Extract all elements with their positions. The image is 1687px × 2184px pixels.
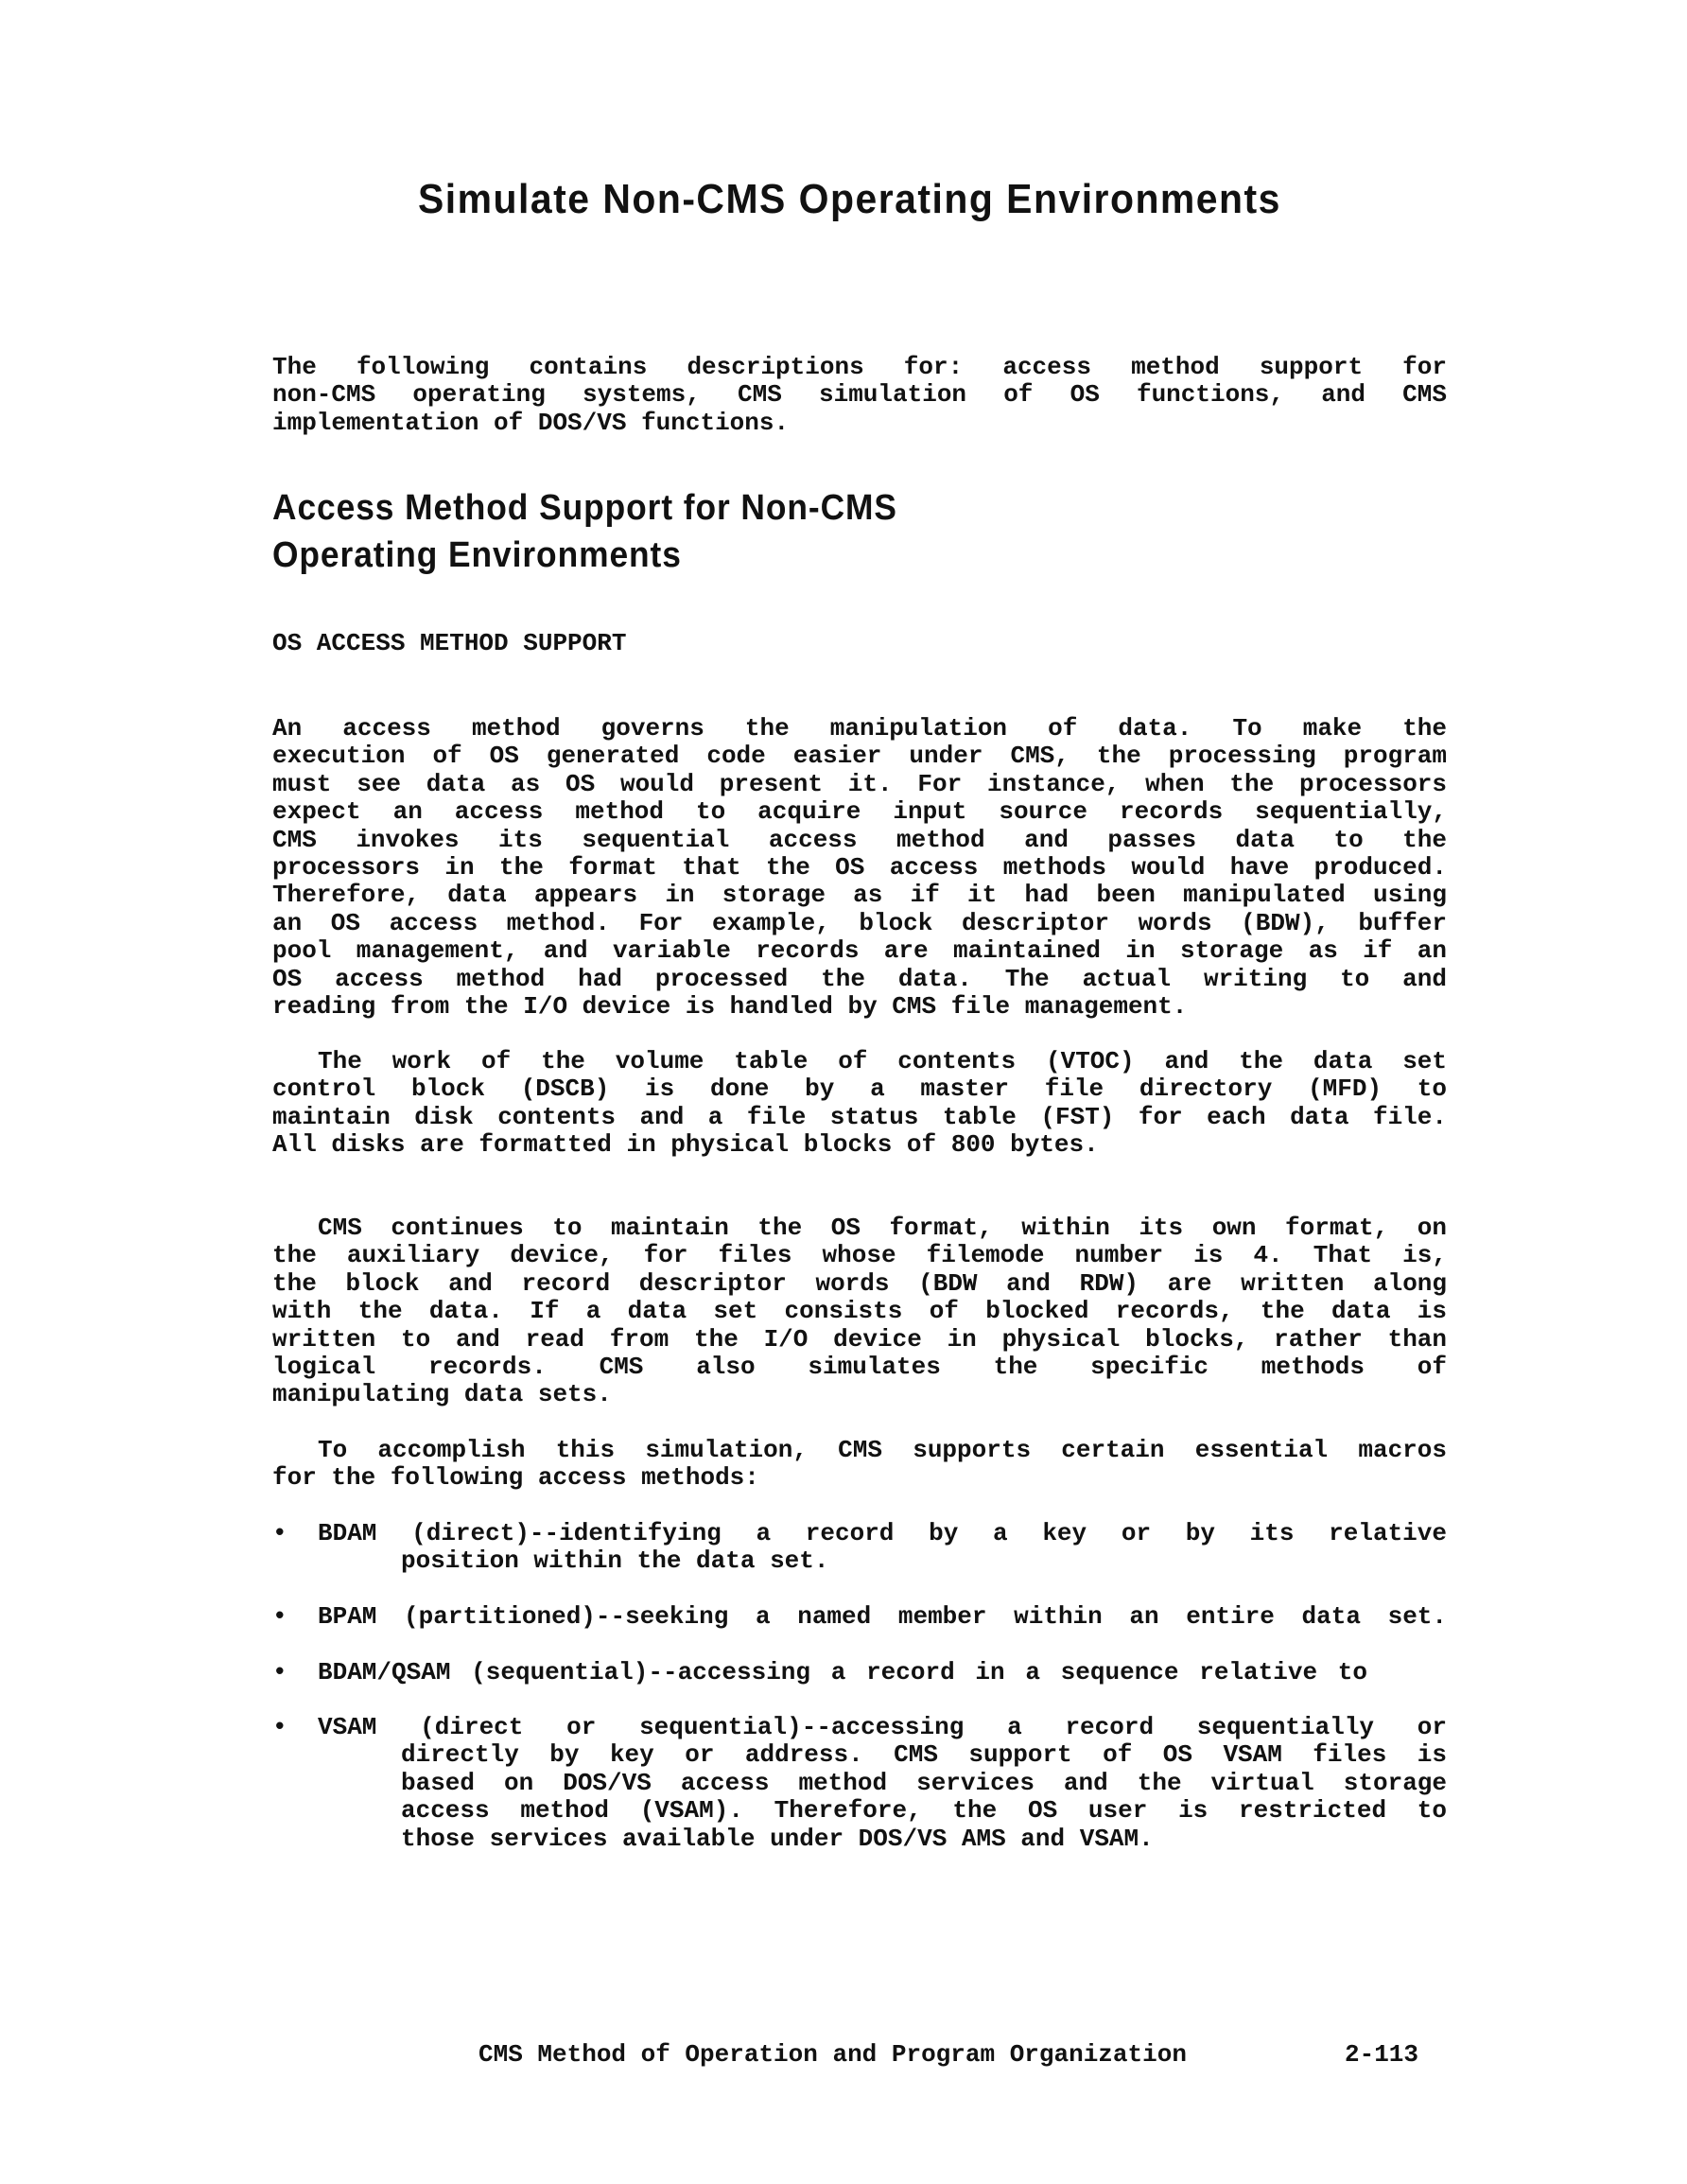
paragraph-line: with the data. If a data set consists of blocked records, the data is <box>272 1297 1447 1326</box>
paragraph-line: written to and read from the I/O device in physical blocks, rather than <box>272 1324 1447 1354</box>
paragraph-line: manipulating data sets. <box>272 1380 612 1409</box>
paragraph-line: The work of the volume table of contents (VTOC) and the data set <box>318 1047 1447 1075</box>
paragraph-line: To accomplish this simulation, CMS supports certain essential macros <box>318 1436 1447 1464</box>
paragraph-line: All disks are formatted in physical blocks of 800 bytes. <box>272 1130 1099 1160</box>
bullet-icon: • <box>272 1658 287 1686</box>
paragraph-line: logical records. CMS also simulates the specific methods of <box>272 1352 1447 1381</box>
paragraph-line: CMS invokes its sequential access method and passes data to the <box>272 825 1447 854</box>
bullet-line: VSAM (direct or sequential)--accessing a record sequentially or <box>318 1713 1447 1741</box>
intro-line: non-CMS operating systems, CMS simulation of OS functions, and CMS <box>272 380 1447 410</box>
bullet-line: directly by key or address. CMS support of OS VSAM files is <box>401 1740 1447 1770</box>
section-heading: Access Method Support for Non-CMS <box>272 488 897 528</box>
paragraph-line: An access method governs the manipulation of data. To make the <box>272 714 1447 743</box>
paragraph-line: reading from the I/O device is handled by CMS file management. <box>272 991 1188 1021</box>
paragraph-line: the auxiliary device, for files whose filemode number is 4. That is, <box>272 1241 1447 1270</box>
paragraph-line: processors in the format that the OS access methods would have produced. <box>272 852 1447 882</box>
paragraph-vtoc <box>272 1048 1447 1160</box>
bullet-icon: • <box>272 1519 287 1547</box>
bullet-line: BDAM/QSAM (sequential)--accessing a record in a sequence relative to <box>318 1658 1367 1686</box>
bullet-icon: • <box>272 1602 287 1631</box>
bullet-line: based on DOS/VS access method services and the virtual storage <box>401 1768 1447 1797</box>
bullet-line: BDAM (direct)--identifying a record by a key or by its relative <box>318 1519 1447 1547</box>
paragraph-line: must see data as OS would present it. For instance, when the processors <box>272 769 1447 798</box>
intro-line: The following contains descriptions for: access method support for <box>272 353 1447 381</box>
intro-paragraph <box>272 354 1447 437</box>
bullet-icon: • <box>272 1713 287 1741</box>
paragraph-line: expect an access method to acquire input source records sequentially, <box>272 797 1447 827</box>
bullet-line: access method (VSAM). Therefore, the OS user is restricted to <box>401 1796 1447 1826</box>
paragraph-line: Therefore, data appears in storage as if it had been manipulated using <box>272 881 1447 910</box>
bullet-line: BPAM (partitioned)--seeking a named member within an entire data set. <box>318 1602 1447 1631</box>
subsection-heading: OS ACCESS METHOD SUPPORT <box>272 629 627 657</box>
paragraph-line: the block and record descriptor words (BDW and RDW) are written along <box>272 1268 1447 1298</box>
paragraph-line: CMS continues to maintain the OS format, within its own format, on <box>318 1214 1447 1242</box>
bullet-line: position within the data set. <box>401 1546 829 1576</box>
paragraph-line: OS access method had processed the data. The actual writing to and <box>272 964 1447 993</box>
page-title: Simulate Non-CMS Operating Environments <box>418 176 1281 222</box>
footer-title: CMS Method of Operation and Program Organization <box>478 2040 1187 2069</box>
section-heading: Operating Environments <box>272 535 682 575</box>
paragraph-simulation <box>272 1437 1447 1493</box>
paragraph-line: maintain disk contents and a file status table (FST) for each data file. <box>272 1102 1447 1131</box>
paragraph-os-format <box>272 1214 1447 1409</box>
paragraph-access-method <box>272 715 1447 1021</box>
intro-line: implementation of DOS/VS functions. <box>272 408 790 437</box>
paragraph-line: an OS access method. For example, block descriptor words (BDW), buffer <box>272 908 1447 937</box>
paragraph-line: control block (DSCB) is done by a master file directory (MFD) to <box>272 1075 1447 1104</box>
page-number: 2-113 <box>1345 2040 1419 2069</box>
paragraph-line: for the following access methods: <box>272 1463 759 1493</box>
paragraph-line: execution of OS generated code easier under CMS, the processing program <box>272 742 1447 771</box>
paragraph-line: pool management, and variable records are maintained in storage as if an <box>272 936 1447 966</box>
bullet-line: those services available under DOS/VS AMS and VSAM. <box>401 1824 1154 1853</box>
